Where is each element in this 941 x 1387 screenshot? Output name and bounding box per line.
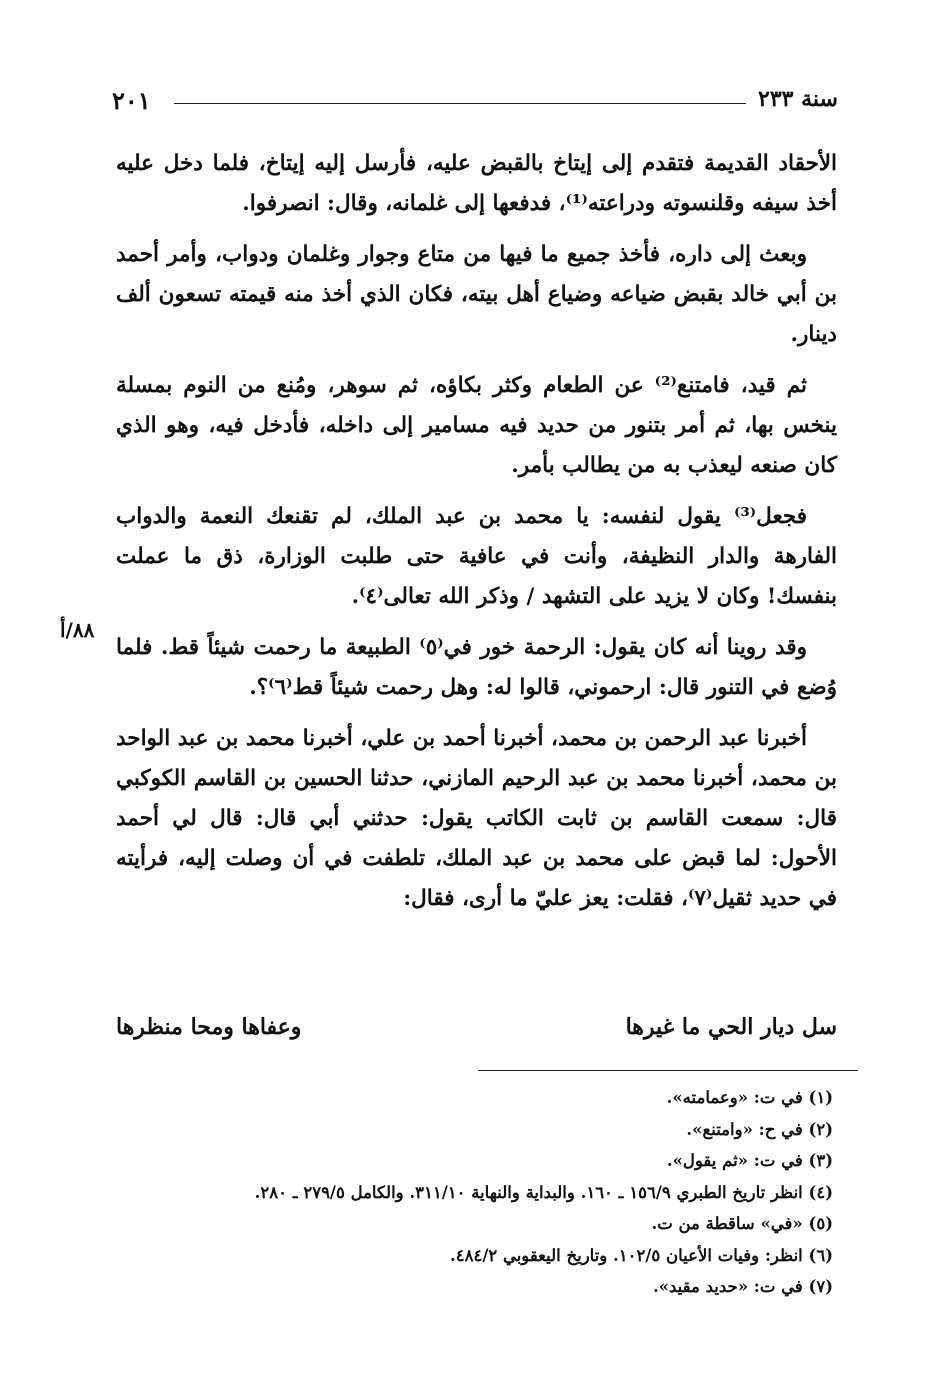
footnote: (٢) في ح: «وامتنع». <box>686 1119 833 1139</box>
paragraph: أخبرنا عبد الرحمن بن محمد، أخبرنا أحمد بن علي، أخبرنا محمد بن عبد الواحد بن محمد، أخبرنا محمد بن عبد الرحيم المازني، حدثنا الحسين بن القاسم الكوكبي قال: سمعت القاسم بن ثابت الكاتب يقول: حدثني أبي قال: قال لي أحمد الأحول: لما قبض على محمد بن عبد الملك، تلطفت في أن وصلت إليه، فرأيته في حديد ثقيل⁽٧⁾، فقلت: يعز عليّ ما أرى، فقال: <box>116 726 837 911</box>
manuscript-folio-marker: ٨٨/أ <box>60 618 95 642</box>
footnote-separator <box>478 1070 858 1071</box>
running-header <box>112 86 838 116</box>
footnote: (٦) انظر: وفيات الأعيان ١٠٢/٥. وتاريخ اليعقوبي ٤٨٤/٢. <box>449 1245 833 1265</box>
paragraph: فجعل⁽³⁾ يقول لنفسه: يا محمد بن عبد الملك، لم تقنعك النعمة والدواب الفارهة والدار النظيفة، وأنت في عافية حتى طلبت الوزارة، ذق ما عملت بنفسك! وكان لا يزيد على التشهد / وذكر الله تعالى⁽٤⁾. <box>116 504 837 609</box>
poem-hemistich-second: وعفاها ومحا منظرها <box>116 1014 302 1040</box>
footnote: (١) في ت: «وعمامته». <box>666 1088 833 1107</box>
main-text <box>116 144 837 930</box>
page-number: ٢٠١ <box>112 86 151 115</box>
paragraph: وبعث إلى داره، فأخذ جميع ما فيها من متاع وجوار وغلمان ودواب، وأمر أحمد بن أبي خالد بقبض ضياعه وضياع أهل بيته، فكان الذي أخذ منه قيمته تسعون ألف دينار. <box>116 242 837 347</box>
paragraph: وقد روينا أنه كان يقول: الرحمة خور في⁽٥⁾ الطبيعة ما رحمت شيئاً قط. فلما وُضع في التنور قال: ارحموني، قالوا له: وهل رحمت شيئاً قط⁽٦⁾؟. <box>116 635 837 700</box>
header-rule <box>174 103 746 104</box>
footnote: (٤) انظر تاريخ الطبري ١٥٦/٩ ـ ١٦٠. والبداية والنهاية ٣١١/١٠. والكامل ٢٧٩/٥ ـ ٢٨٠. <box>254 1182 833 1202</box>
footnote: (٣) في ت: «ثم يقول». <box>666 1151 833 1170</box>
poem-hemistich-first: سل ديار الحي ما غيرها <box>625 1014 837 1040</box>
footnote: (٥) «في» ساقطة من ت. <box>651 1214 833 1233</box>
footnote: (٧) في ت: «حديد مقيد». <box>652 1277 833 1296</box>
footnotes <box>150 1082 833 1303</box>
paragraph: الأحقاد القديمة فتقدم إلى إيتاخ بالقبض عليه، فأرسل إليه إيتاخ، فلما دخل عليه أخذ سيفه وقلنسوته ودراعته⁽¹⁾، فدفعها إلى غلمانه، وقال: انصرفوا. <box>116 151 837 216</box>
header-year: سنة ٢٣٣ <box>758 86 838 112</box>
paragraph: ثم قيد، فامتنع⁽²⁾ عن الطعام وكثر بكاؤه، ثم سوهر، ومُنع من النوم بمسلة ينخس بها، ثم أمر بتنور من حديد فيه مسامير إلى داخله، فأدخل فيه، وهو الذي كان صنعه ليعذب به من يطالب بأمر. <box>116 373 837 478</box>
poem-verse <box>116 1014 837 1054</box>
